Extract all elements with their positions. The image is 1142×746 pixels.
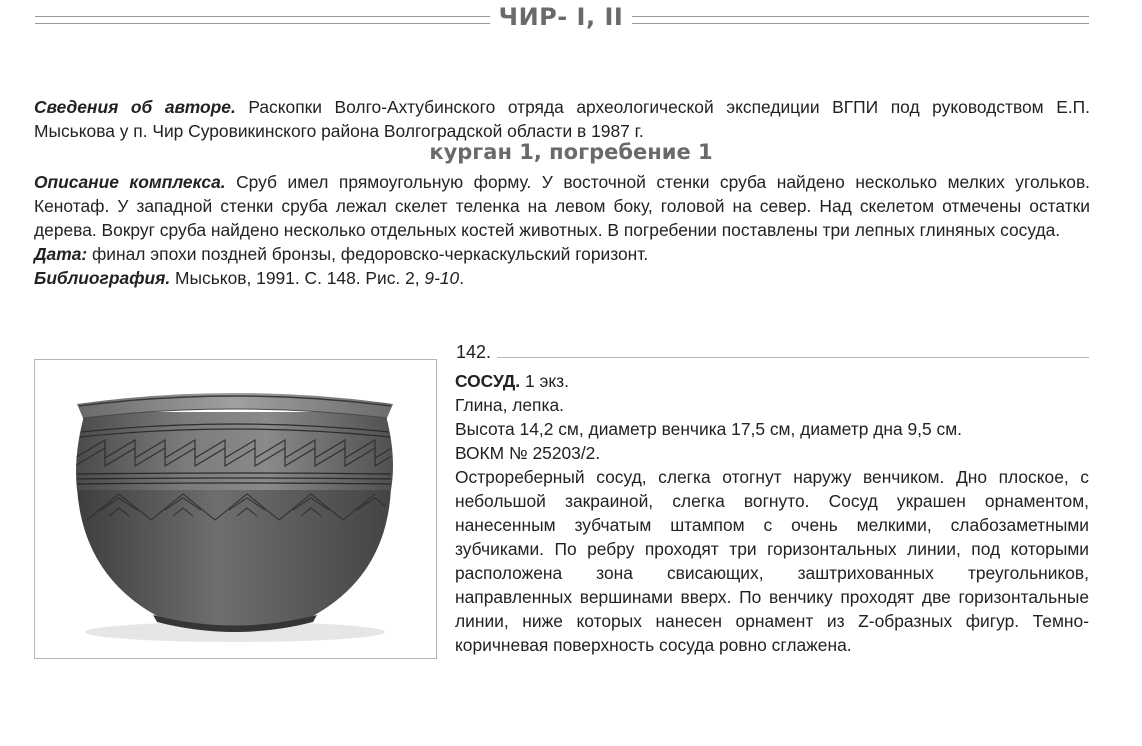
description-text: Сруб имел прямоугольную форму. У восточной стенки сруба найдено несколько мелких угольков. Кенотаф. У западной стенки сруба лежал скелет теленка на левом боку, головой на север. Над скелетом отмечены остатки дерева. Вокруг сруба найдено несколько отдельных костей животных. В погребении поставлены три лепных глиняных сосуда. <box>34 172 1091 240</box>
entry-count: 1 экз. <box>520 371 569 391</box>
catalog-entry <box>455 369 1089 657</box>
description-label: Описание комплекса. <box>34 172 226 192</box>
bibliography-pages: 9-10 <box>424 268 460 288</box>
entry-dimensions: Высота 14,2 см, диаметр венчика 17,5 см, диаметр дна 9,5 см. <box>455 419 962 439</box>
date-label: Дата: <box>34 244 88 264</box>
header-rule-left <box>35 16 490 24</box>
section-title: курган 1, погребение 1 <box>429 140 713 164</box>
clay-vessel-photo <box>35 360 436 658</box>
bibliography-label: Библиография. <box>34 268 171 288</box>
entry-description: Острореберный сосуд, слегка отогнут наружу венчиком. Дно плоское, с небольшой закраиной, слегка вогнуто. Сосуд украшен орнаментом, нанесенным зубчатым штампом с очень мелкими, слабозаметными зубчиками. По ребру проходят три горизонтальных линии, под которыми расположена зона свисающих, заштрихованных треугольников, направленных вершинами вверх. По венчику проходят две горизонтальные линии, ниже которых нанесен орнамент из Z-образных фигур. Темно-коричневая поверхность сосуда ровно сглажена. <box>455 467 1089 655</box>
author-info <box>34 95 1090 143</box>
catalog-number: 142. <box>456 342 492 362</box>
vessel-photo <box>34 359 437 659</box>
bibliography-text: Мыськов, 1991. С. 148. Рис. 2, <box>170 268 425 288</box>
bibliography-line <box>34 266 1090 290</box>
author-label: Сведения об авторе. <box>34 97 236 117</box>
catalog-rule <box>497 357 1089 358</box>
entry-material: Глина, лепка. <box>455 395 564 415</box>
author-text: Раскопки Волго-Ахтубинского отряда археологической экспедиции ВГПИ под руководством Е.П. Мыськова у п. Чир Суровикинского района Волгоградской области в 1987 г. <box>34 97 1090 141</box>
bibliography-end: . <box>459 268 465 288</box>
entry-inventory: ВОКМ № 25203/2. <box>455 443 601 463</box>
date-text: финал эпохи поздней бронзы, федоровско-черкаскульский горизонт. <box>87 244 649 264</box>
complex-description <box>34 170 1090 290</box>
entry-title: СОСУД. <box>455 371 521 391</box>
header-title: ЧИР- I, II <box>498 3 624 31</box>
date-line <box>34 242 1090 266</box>
header-rule-right <box>632 16 1089 24</box>
